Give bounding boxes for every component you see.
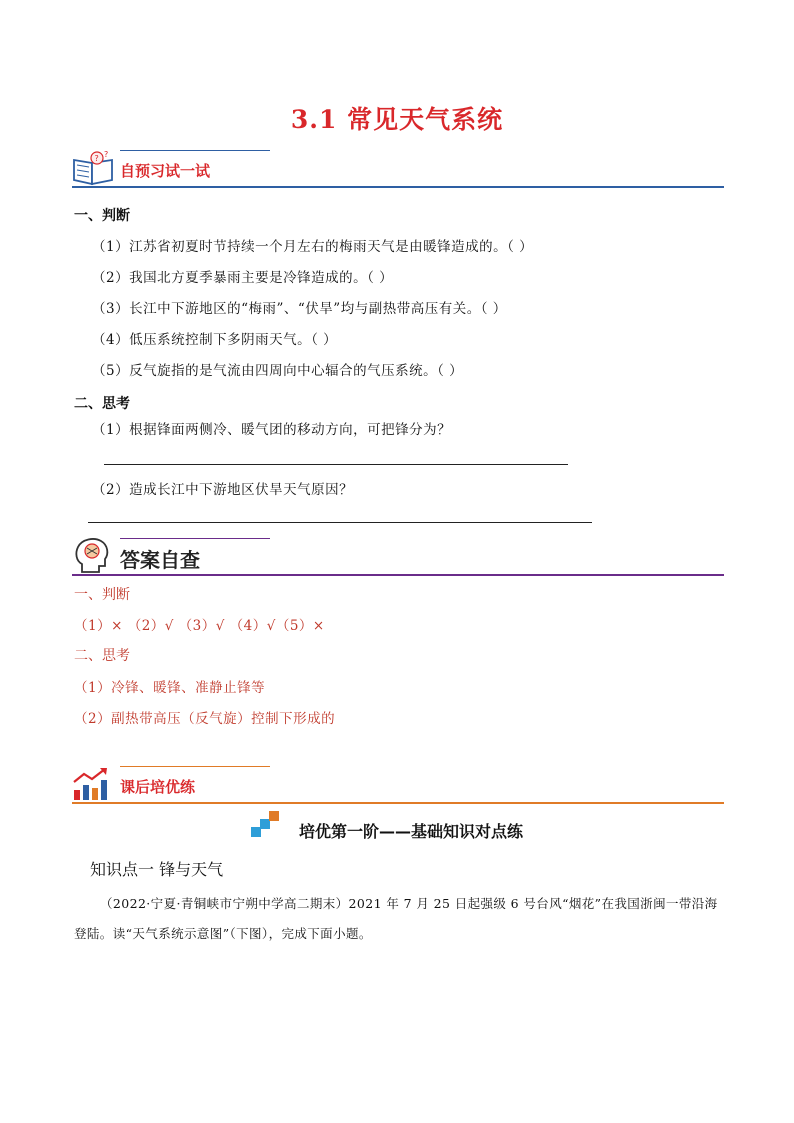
- answer-line-think-1: （1）冷锋、暖锋、准静止锋等: [74, 680, 266, 696]
- section-header-preview: [72, 148, 724, 188]
- svg-text:?: ?: [94, 154, 99, 163]
- page-title: 3.1 常见天气系统: [290, 105, 504, 134]
- level-heading: 培优第一阶——基础知识对点练: [298, 822, 523, 841]
- judge-item-5: （5）反气旋指的是气流由四周向中心辐合的气压系统。（ ）: [92, 363, 464, 379]
- think-item-2: （2）造成长江中下游地区伏旱天气原因？: [92, 482, 354, 498]
- part2-heading: 二、思考: [74, 396, 130, 412]
- section-label-preview: 自预习试一试: [120, 162, 211, 180]
- answer-heading-2: 二、思考: [74, 648, 130, 664]
- section-label-answers: 答案自查: [120, 548, 200, 572]
- answer-line-judge: （1）× （2）√ （3）√ （4）√（5）×: [74, 618, 325, 634]
- answer-line-think-2: （2）副热带高压（反气旋）控制下形成的: [74, 711, 336, 727]
- head-lightbulb-icon: [72, 536, 114, 574]
- section-label-practice: 课后培优练: [120, 778, 196, 796]
- knowledge-point-heading: 知识点一 锋与天气: [90, 860, 224, 879]
- bar-chart-arrow-icon: [72, 766, 112, 802]
- answer-blank-line[interactable]: [88, 522, 592, 523]
- answer-blank-line[interactable]: [104, 464, 568, 465]
- svg-text:?: ?: [104, 150, 109, 159]
- judge-item-4: （4）低压系统控制下多阴雨天气。（ ）: [92, 332, 338, 348]
- answer-heading-1: 一、判断: [74, 587, 130, 603]
- judge-item-2: （2）我国北方夏季暴雨主要是冷锋造成的。（ ）: [92, 270, 394, 286]
- book-question-icon: [72, 150, 116, 186]
- section-header-practice: [72, 764, 724, 804]
- question-stem: （2022·宁夏·青铜峡市宁朔中学高二期末）2021 年 7 月 25 日起强级 6 号台风“烟花”在我国浙闽一带沿海登陆。读“天气系统示意图”（下图），完成下面小题。: [74, 896, 718, 941]
- section-header-answers: [72, 536, 724, 576]
- judge-item-1: （1）江苏省初夏时节持续一个月左右的梅雨天气是由暖锋造成的。（ ）: [92, 239, 534, 255]
- part1-heading: 一、判断: [74, 208, 130, 224]
- judge-item-3: （3）长江中下游地区的“梅雨”、“伏旱”均与副热带高压有关。（ ）: [92, 301, 507, 317]
- think-item-1: （1）根据锋面两侧冷、暖气团的移动方向，可把锋分为？: [92, 422, 452, 438]
